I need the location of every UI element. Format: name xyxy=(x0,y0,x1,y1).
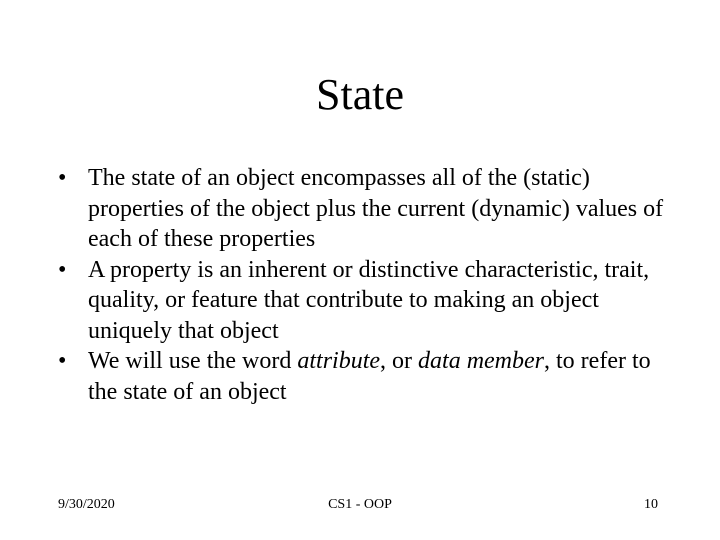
bullet-text: , or xyxy=(380,348,419,374)
emphasis-attribute: attribute xyxy=(297,348,381,374)
emphasis-data-member: data member xyxy=(418,348,545,374)
bullet-item xyxy=(58,346,678,407)
footer-course: CS1 - OOP xyxy=(328,497,392,512)
footer-date: 9/30/2020 xyxy=(58,497,115,512)
footer-page-number: 10 xyxy=(644,497,658,512)
bullet-text: We will use the word xyxy=(88,348,298,374)
bullet-text: , to refer to the state of an object xyxy=(88,348,651,405)
bullet-dot-icon: • xyxy=(58,165,67,191)
slide-title: State xyxy=(316,70,404,119)
bullet-dot-icon: • xyxy=(58,256,67,283)
bullet-dot-icon: • xyxy=(58,348,67,374)
bullet-item xyxy=(58,163,678,255)
bullet-item xyxy=(58,255,678,347)
bullet-text: The state of an object encompasses all of the (static) properties of the object plus the current (dynamic) values of each of these properties xyxy=(88,165,664,252)
bullet-list xyxy=(58,163,678,407)
bullet-text: A property is an inherent or distinctive characteristic, trait, quality, or feature that contribute to making an object uniquely that object xyxy=(88,256,650,344)
